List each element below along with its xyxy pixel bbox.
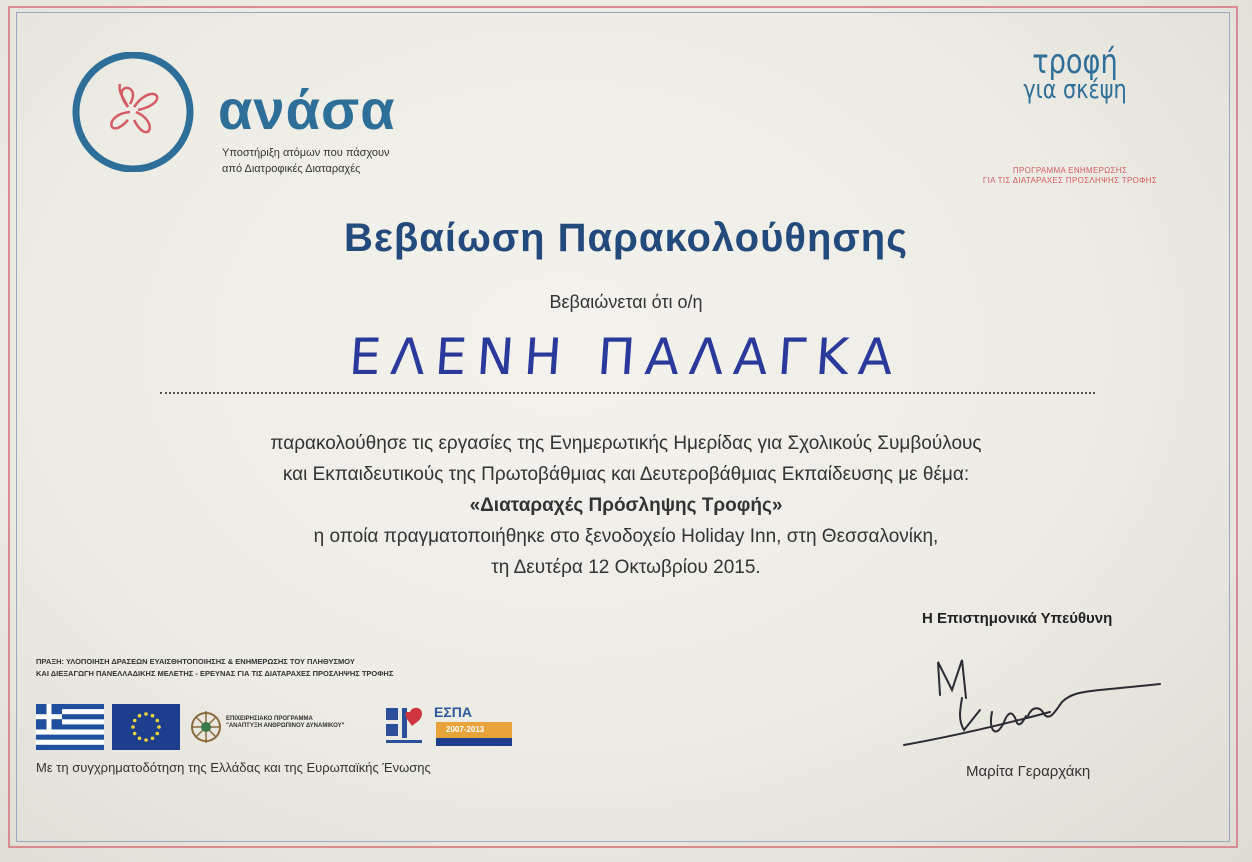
praxi-text <box>36 656 516 680</box>
op-line1: ΕΠΙΧΕΙΡΗΣΙΑΚΟ ΠΡΟΓΡΑΜΜΑ <box>226 716 313 722</box>
signature-role: Η Επιστημονικά Υπεύθυνη <box>922 610 1113 627</box>
trofi-subtitle-line1: ΠΡΟΓΡΑΜΜΑ ΕΝΗΜΕΡΩΣΗΣ <box>1012 166 1128 175</box>
praxi-line1: ΠΡΑΞΗ: ΥΛΟΠΟΙΗΣΗ ΔΡΑΣΕΩΝ ΕΥΑΙΣΘΗΤΟΠΟΙΗΣΗΣ & ΕΝΗΜΕΡΩΣΗΣ ΤΟΥ ΠΛΗΘΥΣΜΟΥ <box>36 657 355 666</box>
anasa-butterfly-logo-icon <box>68 52 208 172</box>
trofi-logo <box>1010 42 1140 105</box>
trofi-subtitle-line2: ΓΙΑ ΤΙΣ ΔΙΑΤΑΡΑΧΕΣ ΠΡΟΣΛΗΨΗΣ ΤΡΟΦΗΣ <box>982 176 1158 185</box>
body-line-1: παρακολούθησε τις εργασίες της Ενημερωτικής Ημερίδας για Σχολικούς Συμβούλους <box>270 433 982 454</box>
event-subject: «Διαταραχές Πρόσληψης Τροφής» <box>469 495 783 516</box>
operational-programme-text <box>226 716 376 730</box>
handwritten-signature <box>900 650 1170 760</box>
name-dotted-line <box>160 392 1095 394</box>
certificate-body <box>0 428 1252 583</box>
certify-line: Βεβαιώνεται ότι ο/η <box>549 292 703 312</box>
certificate-title: Βεβαίωση Παρακολούθησης <box>343 216 909 260</box>
espa-logo-text: ΕΣΠΑ <box>434 704 472 720</box>
op-line2: "ΑΝΑΠΤΥΞΗ ΑΝΘΡΩΠΙΝΟΥ ΔΥΝΑΜΙΚΟΥ" <box>226 723 345 729</box>
cofunding-statement: Με τη συγχρηματοδότηση της Ελλάδας και της Ευρωπαϊκής Ένωσης <box>36 760 431 775</box>
anasa-tagline-line1: Υποστήριξη ατόμων που πάσχουν <box>222 147 390 159</box>
praxi-line2: ΚΑΙ ΔΙΕΞΑΓΩΓΗ ΠΑΝΕΛΛΑΔΙΚΗΣ ΜΕΛΕΤΗΣ - ΕΡΕΥΝΑΣ ΓΙΑ ΤΙΣ ΔΙΑΤΑΡΑΧΕΣ ΠΡΟΣΛΗΨΗΣ ΤΡΟΦΗΣ <box>36 669 394 678</box>
trofi-logo-line1: τροφή <box>1032 42 1118 82</box>
body-line-2: και Εκπαιδευτικούς της Πρωτοβάθμιας και Δευτεροβάθμιας Εκπαίδευσης με θέμα: <box>282 464 970 485</box>
anasa-tagline-line2: από Διατροφικές Διαταραχές <box>222 163 361 175</box>
espa-years: 2007-2013 <box>446 725 485 734</box>
signer-name: Μαρίτα Γεραρχάκη <box>966 763 1091 780</box>
recipient-name: ΕΛΕΝΗ ΠΑΛΑΓΚΑ <box>347 328 905 386</box>
eu-flag-icon <box>112 704 180 750</box>
greek-flag-icon <box>36 704 104 750</box>
anasa-name: ανάσα <box>218 78 396 141</box>
ministry-cross-logo-icon <box>382 702 426 748</box>
body-line-4: τη Δευτέρα 12 Οκτωβρίου 2015. <box>491 557 761 578</box>
body-line-3: η οποία πραγματοποιήθηκε στο ξενοδοχείο Holiday Inn, στη Θεσσαλονίκη, <box>313 526 939 547</box>
trofi-subtitle <box>950 166 1190 186</box>
funding-logos <box>36 702 526 752</box>
trofi-logo-line2: για σκέψη <box>1023 75 1127 105</box>
anasa-tagline <box>222 145 442 177</box>
operational-programme-emblem-icon <box>188 706 224 748</box>
